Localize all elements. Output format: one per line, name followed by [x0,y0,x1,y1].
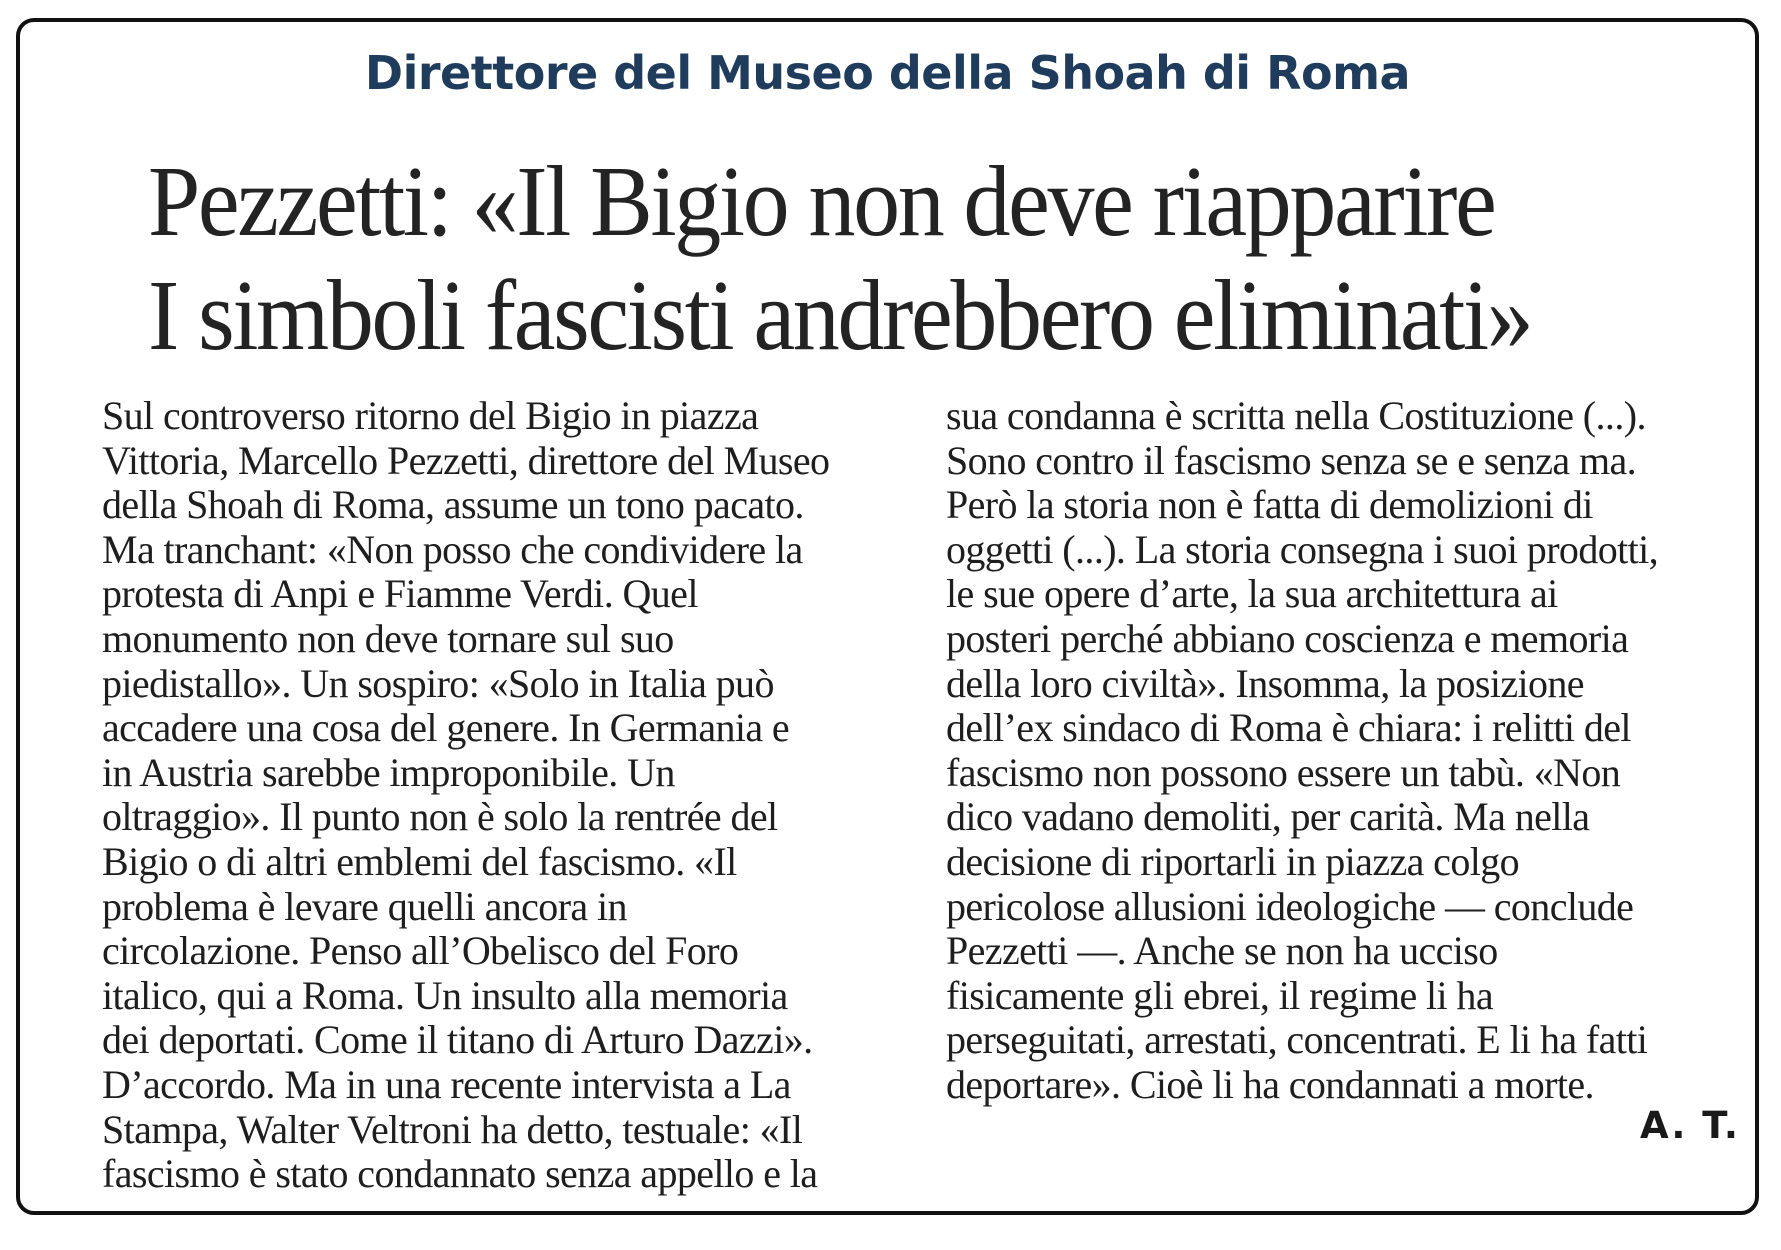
body-line: pericolose allusioni ideologiche — conclude [946,883,1634,929]
body-line: piedistallo». Un sospiro: «Solo in Italia può [102,660,774,706]
body-line: D’accordo. Ma in una recente intervista a La [102,1061,791,1107]
headline-line: I simboli fascisti andrebbero eliminati» [148,259,1532,371]
body-line: Pezzetti —. Anche se non ha ucciso [946,928,1498,974]
body-line: deportare». Cioè li ha condannati a morte. [946,1061,1594,1107]
body-line: Bigio o di altri emblemi del fascismo. «Il [102,838,737,884]
body-line: monumento non deve tornare sul suo [102,615,674,661]
body-column-left [102,394,829,1197]
headline [148,144,1562,372]
body-line: dei deportati. Come il titano di Arturo Dazzi». [102,1017,813,1063]
article-frame [16,18,1759,1215]
body-column-right [946,394,1658,1108]
body-line: circolazione. Penso all’Obelisco del Foro [102,928,739,974]
body-line: perseguitati, arrestati, concentrati. E li ha fatti [946,1017,1648,1063]
author-signature: A. T. [1640,1104,1740,1147]
body-line: posteri perché abbiano coscienza e memoria [946,615,1629,661]
body-line: le sue opere d’arte, la sua architettura ai [946,571,1558,617]
body-line: Ma tranchant: «Non posso che condividere la [102,526,803,572]
body-line: fascismo è stato condannato senza appello e la [102,1151,818,1197]
body-line: fascismo non possono essere un tabù. «Non [946,749,1621,795]
body-line: protesta di Anpi e Fiamme Verdi. Quel [102,571,698,617]
body-line: accadere una cosa del genere. In Germania e [102,705,790,751]
headline-line: Pezzetti: «Il Bigio non deve riapparire [148,145,1495,257]
body-line: Però la storia non è fatta di demolizioni di [946,482,1593,528]
body-line: oltraggio». Il punto non è solo la rentrée del [102,794,778,840]
body-line: fisicamente gli ebrei, il regime li ha [946,972,1493,1018]
body-line: dico vadano demoliti, per carità. Ma nella [946,794,1590,840]
body-line: problema è levare quelli ancora in [102,883,627,929]
body-line: italico, qui a Roma. Un insulto alla memoria [102,972,788,1018]
body-line: oggetti (...). La storia consegna i suoi prodotti, [946,526,1659,572]
body-line: Stampa, Walter Veltroni ha detto, testuale: «Il [102,1106,803,1152]
body-line: Sul controverso ritorno del Bigio in piazza [102,393,759,438]
body-line: dell’ex sindaco di Roma è chiara: i relitti del [946,705,1631,751]
body-line: della loro civiltà». Insomma, la posizione [946,660,1584,706]
body-line: in Austria sarebbe improponibile. Un [102,749,675,795]
body-line: decisione di riportarli in piazza colgo [946,838,1520,884]
body-line: Vittoria, Marcello Pezzetti, direttore del Museo [102,437,830,483]
body-line: della Shoah di Roma, assume un tono pacato. [102,482,804,528]
kicker: Direttore del Museo della Shoah di Roma [364,46,1411,100]
body-line: Sono contro il fascismo senza se e senza ma. [946,437,1637,483]
body-line: sua condanna è scritta nella Costituzione (...). [946,393,1646,438]
